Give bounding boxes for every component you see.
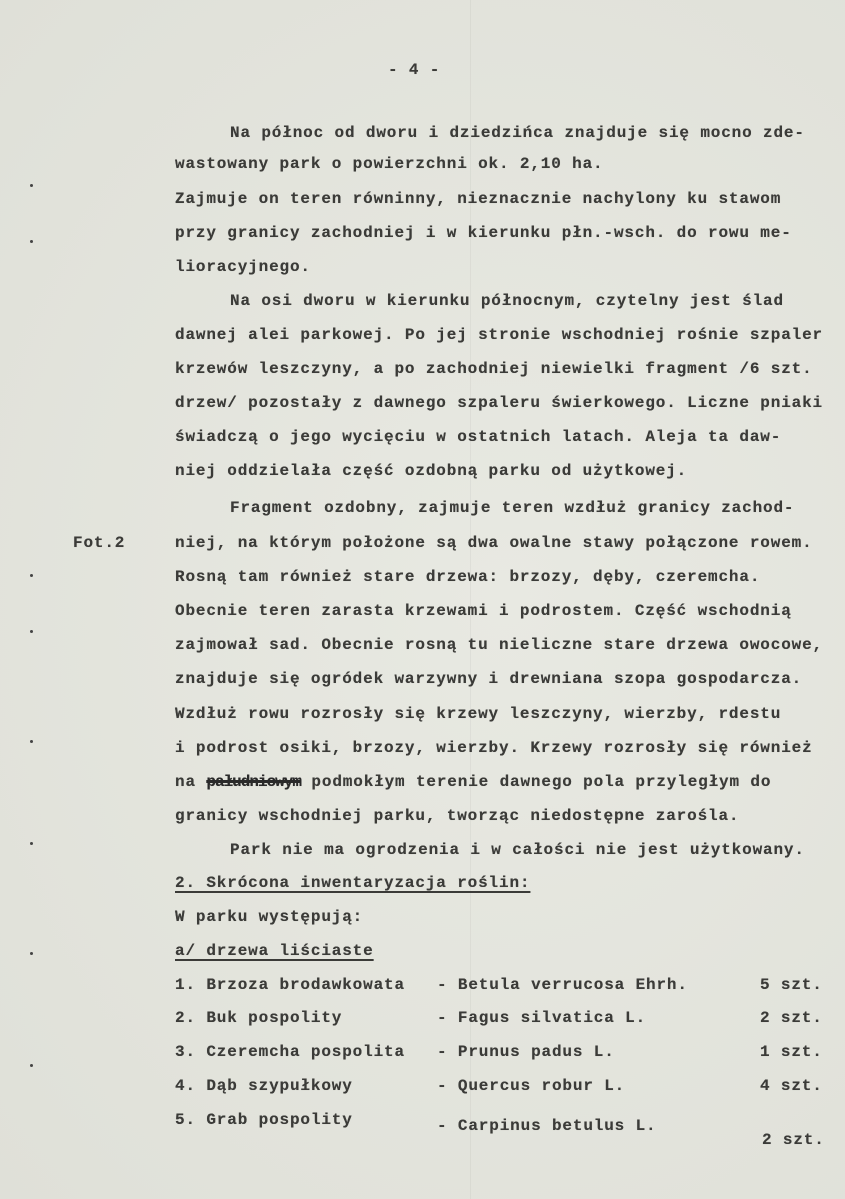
- text-line: niej oddzielała część ozdobną parku od użytkowej.: [175, 462, 688, 480]
- margin-note: Fot.2: [73, 534, 126, 552]
- text-line: Fragment ozdobny, zajmuje teren wzdłuż granicy zachod-: [230, 499, 795, 517]
- margin-dot: [30, 184, 33, 187]
- tree-latin: - Prunus padus L.: [437, 1043, 615, 1061]
- tree-qty: 2 szt.: [760, 1009, 823, 1027]
- text-line: Na północ od dworu i dziedzińca znajduje się mocno zde-: [230, 124, 805, 142]
- text-line: granicy wschodniej parku, tworząc niedostępne zarośla.: [175, 807, 740, 825]
- tree-name: 3. Czeremcha pospolita: [175, 1043, 405, 1061]
- tree-latin: - Carpinus betulus L.: [437, 1117, 657, 1135]
- tree-name: 2. Buk pospolity: [175, 1009, 343, 1027]
- margin-dot: [30, 240, 33, 243]
- text-line: znajduje się ogródek warzywny i drewniana szopa gospodarcza.: [175, 670, 803, 688]
- subheading: a/ drzewa liściaste: [175, 942, 374, 960]
- text-line: [175, 772, 771, 792]
- text-line: Na osi dworu w kierunku północnym, czytelny jest ślad: [230, 292, 784, 310]
- tree-qty: 1 szt.: [760, 1043, 823, 1061]
- text-line: drzew/ pozostały z dawnego szpaleru świerkowego. Liczne pniaki: [175, 394, 823, 412]
- text-fragment: na: [175, 773, 207, 791]
- margin-dot: [30, 740, 33, 743]
- text-line: i podrost osiki, brzozy, wierzby. Krzewy rozrosły się również: [175, 739, 813, 757]
- margin-dot: [30, 630, 33, 633]
- text-line: świadczą o jego wycięciu w ostatnich latach. Aleja ta daw-: [175, 428, 782, 446]
- margin-dot: [30, 574, 33, 577]
- tree-latin: - Betula verrucosa Ehrh.: [437, 976, 688, 994]
- struck-out-word: pałudniowym: [206, 773, 301, 791]
- text-line: Wzdłuż rowu rozrosły się krzewy leszczyny, wierzby, rdestu: [175, 705, 782, 723]
- margin-dot: [30, 952, 33, 955]
- section-heading: 2. Skrócona inwentaryzacja roślin:: [175, 874, 531, 892]
- text-line: Obecnie teren zarasta krzewami i podrostem. Część wschodnią: [175, 602, 792, 620]
- tree-qty: 5 szt.: [760, 976, 823, 994]
- margin-dot: [30, 842, 33, 845]
- text-line: krzewów leszczyny, a po zachodniej niewielki fragment /6 szt.: [175, 360, 813, 378]
- intro-text: W parku występują:: [175, 908, 364, 926]
- text-line: zajmował sad. Obecnie rosną tu nieliczne stare drzewa owocowe,: [175, 636, 823, 654]
- tree-name: 1. Brzoza brodawkowata: [175, 976, 405, 994]
- tree-qty: 2 szt.: [762, 1131, 825, 1149]
- text-line: przy granicy zachodniej i w kierunku płn.-wsch. do rowu me-: [175, 224, 792, 242]
- text-line: wastowany park o powierzchni ok. 2,10 ha.: [175, 155, 604, 173]
- tree-name: 4. Dąb szypułkowy: [175, 1077, 353, 1095]
- margin-dot: [30, 1064, 33, 1067]
- tree-latin: - Fagus silvatica L.: [437, 1009, 647, 1027]
- text-line: dawnej alei parkowej. Po jej stronie wschodniej rośnie szpaler: [175, 326, 823, 344]
- text-fragment: podmokłym terenie dawnego pola przyległym do: [300, 773, 772, 791]
- text-line: Rosną tam również stare drzewa: brzozy, dęby, czeremcha.: [175, 568, 761, 586]
- text-line: Zajmuje on teren równinny, nieznacznie nachylony ku stawom: [175, 190, 782, 208]
- page-number: - 4 -: [388, 61, 441, 79]
- text-line: Park nie ma ogrodzenia i w całości nie jest użytkowany.: [230, 841, 805, 859]
- text-line: lioracyjnego.: [175, 258, 311, 276]
- tree-latin: - Quercus robur L.: [437, 1077, 626, 1095]
- tree-qty: 4 szt.: [760, 1077, 823, 1095]
- text-line: niej, na którym położone są dwa owalne stawy połączone rowem.: [175, 534, 813, 552]
- tree-name: 5. Grab pospolity: [175, 1111, 353, 1129]
